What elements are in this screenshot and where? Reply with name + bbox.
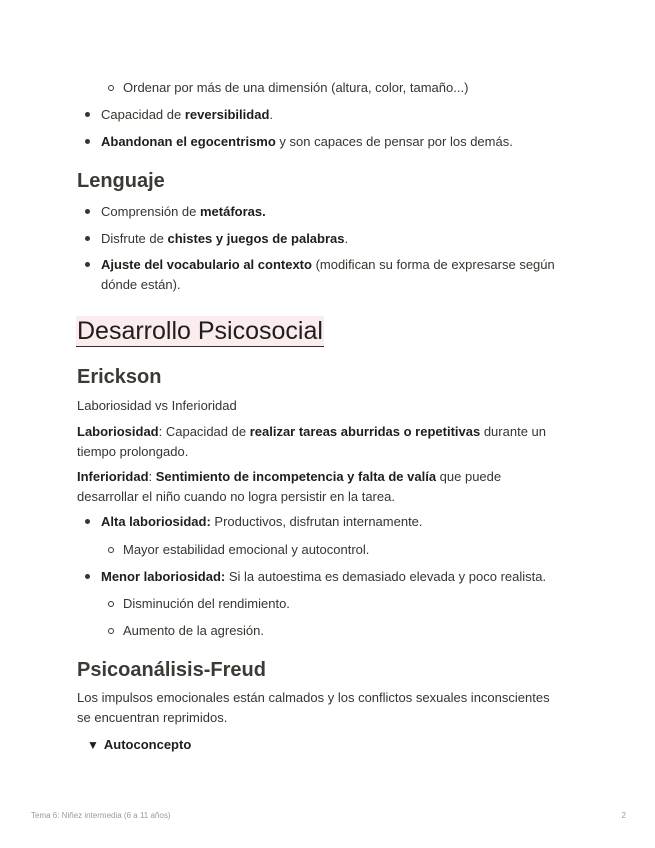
list-item-text: Menor laboriosidad: Si la autoestima es demasiado elevada y poco realista.	[101, 569, 547, 584]
footer-title: Tema 6: Niñez intermedia (6 a 11 años)	[31, 811, 171, 820]
bullet-icon	[85, 209, 90, 214]
list-item-text: Ordenar por más de una dimensión (altura, color, tamaño...)	[123, 80, 469, 95]
list-item-text: Abandonan el egocentrismo y son capaces de pensar por los demás.	[101, 134, 513, 149]
bullet-icon	[85, 574, 90, 579]
bullet-icon	[85, 112, 90, 117]
list-item-text: Disminución del rendimiento.	[123, 596, 290, 611]
list-item-text: Capacidad de reversibilidad.	[101, 107, 274, 122]
section-heading-lenguaje: Lenguaje	[77, 170, 165, 192]
hollow-bullet-icon	[108, 547, 114, 553]
section-heading-freud: Psicoanálisis-Freud	[77, 659, 266, 681]
triangle-down-icon[interactable]: ▼	[87, 738, 99, 752]
toggle-autoconcepto[interactable]	[87, 735, 191, 756]
list-item-text: Mayor estabilidad emocional y autocontrol.	[123, 542, 370, 557]
hollow-bullet-icon	[108, 601, 114, 607]
paragraph-inferioridad: Inferioridad: Sentimiento de incompetencia y falta de valía que puede desarrollar el niño cuando no logra persistir en la tarea.	[77, 469, 502, 504]
page-section-title: Desarrollo Psicosocial	[77, 317, 323, 345]
bullet-icon	[85, 236, 90, 241]
bullet-icon	[85, 519, 90, 524]
paragraph-laboriosidad: Laboriosidad: Capacidad de realizar tareas aburridas o repetitivas durante un tiempo prolongado.	[77, 424, 546, 459]
list-item-text: Disfrute de chistes y juegos de palabras.	[101, 231, 349, 246]
list-item-text: Alta laboriosidad: Productivos, disfrutan internamente.	[101, 514, 423, 529]
paragraph-freud: Los impulsos emocionales están calmados y los conflictos sexuales inconscientes se encuentran reprimidos.	[77, 690, 550, 725]
subtitle-text: Laboriosidad vs Inferioridad	[77, 398, 237, 413]
toggle-label: Autoconcepto	[103, 737, 192, 752]
hollow-bullet-icon	[108, 85, 114, 91]
bullet-icon	[85, 139, 90, 144]
list-item-text: Ajuste del vocabulario al contexto (modifican su forma de expresarse según dónde están).	[101, 257, 555, 292]
section-heading-erickson: Erickson	[77, 366, 162, 388]
list-item-text: Comprensión de metáforas.	[101, 204, 266, 219]
hollow-bullet-icon	[108, 628, 114, 634]
page-number: 2	[621, 811, 626, 820]
list-item-text: Aumento de la agresión.	[123, 623, 264, 638]
bullet-icon	[85, 262, 90, 267]
